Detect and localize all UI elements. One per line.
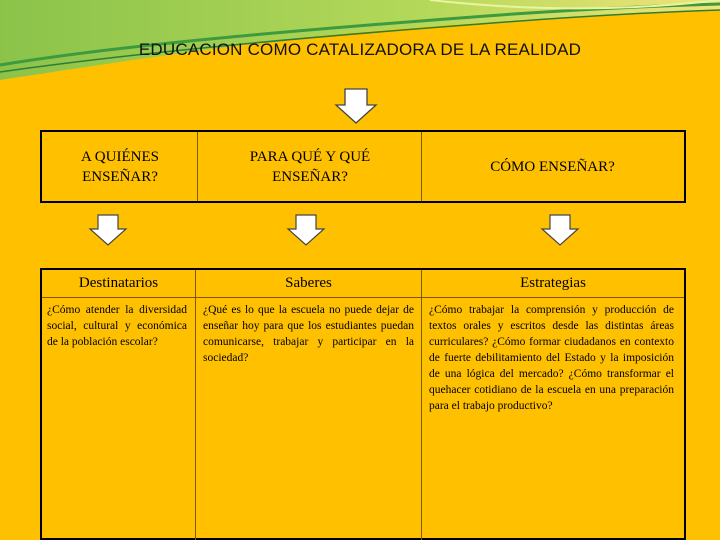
page-title: EDUCACION COMO CATALIZADORA DE LA REALIDAD [138, 40, 582, 59]
question-how: CÓMO ENSEÑAR? [490, 159, 615, 175]
down-arrow-icon [286, 214, 326, 246]
category-destinatarios: Destinatarios [78, 275, 159, 291]
category-saberes: Saberes [285, 275, 332, 291]
detail-saberes: ¿Qué es lo que la escuela no puede dejar de enseñar hoy para que los estudiantes puedan comunicarse, trabajar y participar en la sociedad? [203, 304, 414, 364]
detail-destinatarios: ¿Cómo atender la diversidad social, cultural y económica de la población escolar? [47, 304, 187, 348]
down-arrow-icon [540, 214, 580, 246]
detail-estrategias: ¿Cómo trabajar la comprensión y producción de textos orales y escritos desde las distintas áreas curriculares? ¿Cómo formar ciudadanos en contexto de fuerte debilitamiento del Estado y la imposición de una lógica del mercado? ¿Cómo transformar el quehacer cotidiano de la escuela en una preparación para el trabajo productivo? [429, 304, 674, 412]
down-arrow-icon [88, 214, 128, 246]
category-estrategias: Estrategias [520, 275, 586, 291]
question-what: PARA QUÉ Y QUÉ ENSEÑAR? [249, 149, 371, 185]
down-arrow-icon [334, 88, 378, 124]
question-who: A QUIÉNES ENSEÑAR? [81, 149, 159, 185]
